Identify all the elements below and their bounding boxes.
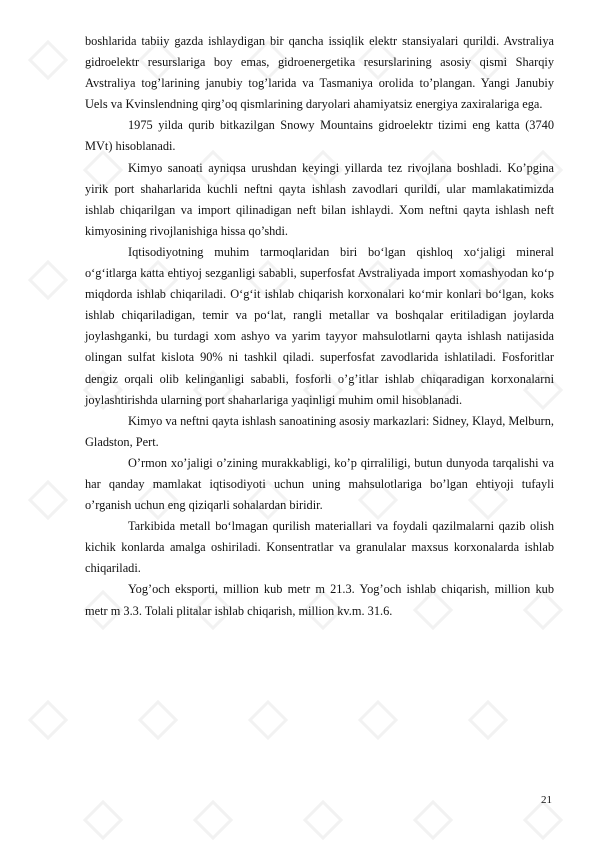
paragraph-chemical-industry: Kimyo sanoati ayniqsa urushdan keyingi yillarda tez rivojlana boshladi. Ko’pgina yirik port shaharlarida kuchli neftni qayta ishlash zavodlari qurildi, ular mamlakatimizda ishlab chiqarilgan va import qilinadigan neft bilan ishlaydi. Xom neftni qayta ishlash neft kimyosining rivojlanishiga hissa qo’shdi. (85, 160, 554, 238)
paragraph-building-materials: Tarkibida metall bo‘lmagan qurilish materiallari va foydali qazilmalarni qazib olish kichik konlarda amalga oshiriladi. Konsentratlar va granulalar maxsus korxonalarda ishlab chiqariladi. (85, 519, 554, 576)
paragraph-energy-resources: boshlarida tabiiy gazda ishlaydigan bir qancha issiqlik elektr stansiyalari qurildi. Avstraliya gidroelektr resurslariga boy emas, gidroenergetika resurslarining asosiy qismi Sharqiy Avstraliya tog’larining janubiy tog’larida va Tasmaniya orolida to’plangan. Yangi Janubiy Uels va Kvinslendning qirg’oq qismlarining daryolari ahamiyatsiz energiya zaxiralariga ega. (85, 34, 554, 112)
document-body (85, 31, 554, 622)
paragraph-forestry: O’rmon xo’jaligi o’zining murakkabligi, ko’p qirraliligi, butun dunyoda tarqalishi va har qanday mamlakat iqtisodiyoti uchun uning mahsulotlariga bo’lgan ehtiyoji tufayli o’rganish uchun eng qiziqarli sohalardan biridir. (85, 455, 554, 513)
paragraph-timber-statistics: Yog’och eksporti, million kub metr m 21.3. Yog’och ishlab chiqarish, million kub metr m 3.3. Tolali plitalar ishlab chiqarish, million kv.m. 31.6. (85, 582, 554, 618)
paragraph-chemical-centers: Kimyo va neftni qayta ishlash sanoatining asosiy markazlari: Sidney, Klayd, Melburn, Gladston, Pert. (85, 413, 554, 449)
paragraph-fertilizer-production: Iqtisodiyotning muhim tarmoqlaridan biri bo‘lgan qishloq xo‘jaligi mineral o‘g‘itlarga katta ehtiyoj sezganligi sababli, superfosfat Avstraliyada import xomashyodan ko‘p miqdorda ishlab chiqariladi. O‘g‘it ishlab chiqarish korxonalari ko‘mir konlari bo‘lgan, koks ishlab chiqariladigan, temir va po‘lat, rangli metallar va boshqalar eritiladigan joylarda joylashganki, bu turdagi xom ashyo va yarim tayyor mahsulotlarni qayta ishlash natijasida olingan sulfat kislota 90% ni tashkil qiladi. superfosfat zavodlarida ishlatiladi. Fosforitlar dengiz orqali olib kelinganligi sababli, fosforli o’g’itlar ishlab chiqaradigan korxonalarni joylashtirishda ularning port shaharlariga yaqinligi muhim omil hisoblanadi. (85, 244, 554, 407)
page-number: 21 (541, 794, 552, 806)
paragraph-snowy-mountains: 1975 yilda qurib bitkazilgan Snowy Mountains gidroelektr tizimi eng katta (3740 MVt) hisoblanadi. (85, 118, 554, 154)
